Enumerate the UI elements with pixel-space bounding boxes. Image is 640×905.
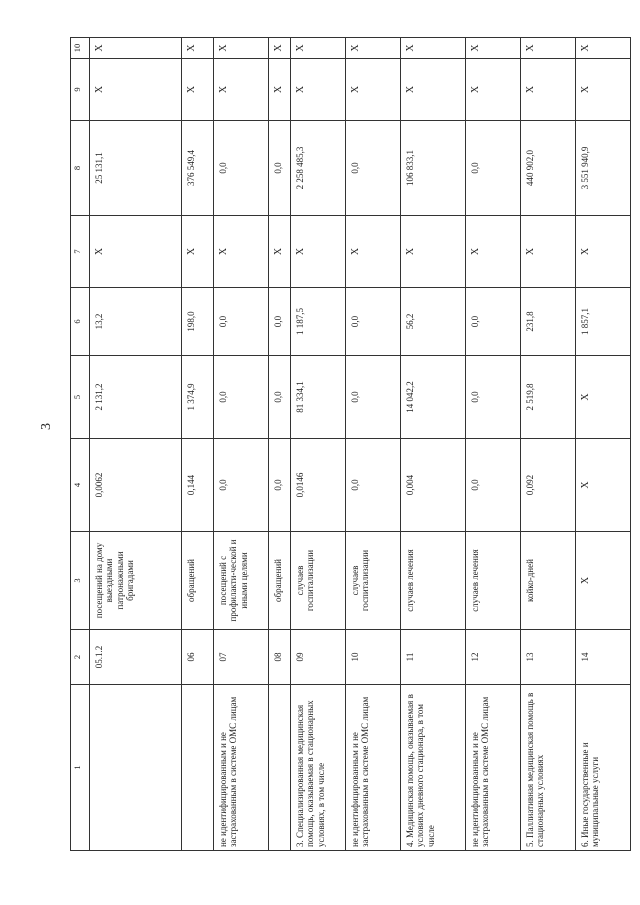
column-number: 10 xyxy=(71,38,90,59)
cost-per-unit-cell: X xyxy=(576,356,631,439)
total-oms-cell: X xyxy=(291,59,346,121)
per-capita-oms-cell: X xyxy=(182,216,214,288)
cost-per-unit-cell: 0,0 xyxy=(214,356,269,439)
per-capita-cell: 0,0 xyxy=(269,288,291,356)
total-oms-cell: X xyxy=(269,59,291,121)
row-code-cell: 10 xyxy=(346,630,401,685)
row-label-cell xyxy=(269,685,291,851)
per-capita-oms-cell: X xyxy=(521,216,576,288)
column-number: 6 xyxy=(71,288,90,356)
table-row xyxy=(401,38,466,851)
row-label-cell: 4. Медицинская помощь, оказываемая в условиях дневного стационара, в том числе xyxy=(401,685,466,851)
column-number: 7 xyxy=(71,216,90,288)
cost-per-unit-cell: 0,0 xyxy=(346,356,401,439)
row-code-cell: 08 xyxy=(269,630,291,685)
unit-cell: койко-дней xyxy=(521,532,576,630)
row-code-cell: 13 xyxy=(521,630,576,685)
total-cell: 25 131,1 xyxy=(90,121,182,216)
total-cell: 0,0 xyxy=(269,121,291,216)
total-cell: 3 551 940,9 xyxy=(576,121,631,216)
column-number: 3 xyxy=(71,532,90,630)
table-row xyxy=(90,38,182,851)
total-cell: 440 902,0 xyxy=(521,121,576,216)
unit-cell: случаев госпитализации xyxy=(346,532,401,630)
total-cell: 376 549,4 xyxy=(182,121,214,216)
norm-cell: 0,004 xyxy=(401,439,466,532)
row-code-cell: 09 xyxy=(291,630,346,685)
total-cell: 0,0 xyxy=(466,121,521,216)
unit-cell: случаев лечения xyxy=(466,532,521,630)
share-cell: X xyxy=(269,38,291,59)
unit-cell: случаев лечения xyxy=(401,532,466,630)
share-cell: X xyxy=(291,38,346,59)
share-cell: X xyxy=(214,38,269,59)
column-number: 9 xyxy=(71,59,90,121)
row-code-cell: 12 xyxy=(466,630,521,685)
per-capita-oms-cell: X xyxy=(90,216,182,288)
per-capita-oms-cell: X xyxy=(291,216,346,288)
norm-cell: 0,092 xyxy=(521,439,576,532)
total-oms-cell: X xyxy=(401,59,466,121)
total-oms-cell: X xyxy=(214,59,269,121)
row-label-cell: не идентифицированным и не застрахованным в системе ОМС лицам xyxy=(466,685,521,851)
share-cell: X xyxy=(182,38,214,59)
row-label-cell: не идентифицированным и не застрахованным в системе ОМС лицам xyxy=(346,685,401,851)
total-oms-cell: X xyxy=(182,59,214,121)
total-oms-cell: X xyxy=(346,59,401,121)
norm-cell: 0,0062 xyxy=(90,439,182,532)
per-capita-cell: 1 187,5 xyxy=(291,288,346,356)
unit-cell: обращений xyxy=(269,532,291,630)
share-cell: X xyxy=(521,38,576,59)
norm-cell: 0,0 xyxy=(346,439,401,532)
total-oms-cell: X xyxy=(466,59,521,121)
column-number: 4 xyxy=(71,439,90,532)
total-cell: 0,0 xyxy=(346,121,401,216)
cost-per-unit-cell: 81 334,1 xyxy=(291,356,346,439)
total-oms-cell: X xyxy=(90,59,182,121)
share-cell: X xyxy=(90,38,182,59)
table-row xyxy=(291,38,346,851)
column-number-row xyxy=(71,38,90,851)
unit-cell: посещений с профилакти-ческой и иными целями xyxy=(214,532,269,630)
share-cell: X xyxy=(346,38,401,59)
table-row xyxy=(576,38,631,851)
share-cell: X xyxy=(401,38,466,59)
row-label-cell: не идентифицированным и не застрахованным в системе ОМС лицам xyxy=(214,685,269,851)
unit-cell: посещений на дому выездными патронажными бригадами xyxy=(90,532,182,630)
per-capita-cell: 0,0 xyxy=(214,288,269,356)
table-row xyxy=(346,38,401,851)
cost-per-unit-cell: 0,0 xyxy=(466,356,521,439)
row-code-cell: 14 xyxy=(576,630,631,685)
cost-per-unit-cell: 2 131,2 xyxy=(90,356,182,439)
table-row xyxy=(521,38,576,851)
cost-per-unit-cell: 2 519,8 xyxy=(521,356,576,439)
row-label-cell xyxy=(90,685,182,851)
page-number: 3 xyxy=(39,423,54,430)
table-row xyxy=(182,38,214,851)
norm-cell: 0,0 xyxy=(214,439,269,532)
per-capita-oms-cell: X xyxy=(401,216,466,288)
norm-cell: 0,0146 xyxy=(291,439,346,532)
column-number: 1 xyxy=(71,685,90,851)
per-capita-cell: 56,2 xyxy=(401,288,466,356)
row-code-cell: 05.1.2 xyxy=(90,630,182,685)
per-capita-oms-cell: X xyxy=(346,216,401,288)
per-capita-cell: 198,0 xyxy=(182,288,214,356)
column-number: 2 xyxy=(71,630,90,685)
column-number: 8 xyxy=(71,121,90,216)
per-capita-oms-cell: X xyxy=(466,216,521,288)
share-cell: X xyxy=(466,38,521,59)
per-capita-cell: 231,8 xyxy=(521,288,576,356)
total-cell: 0,0 xyxy=(214,121,269,216)
total-oms-cell: X xyxy=(576,59,631,121)
per-capita-oms-cell: X xyxy=(269,216,291,288)
share-cell: X xyxy=(576,38,631,59)
data-table xyxy=(70,37,631,851)
per-capita-oms-cell: X xyxy=(214,216,269,288)
total-cell: 106 833,1 xyxy=(401,121,466,216)
row-code-cell: 06 xyxy=(182,630,214,685)
total-oms-cell: X xyxy=(521,59,576,121)
row-label-cell xyxy=(182,685,214,851)
unit-cell: обращений xyxy=(182,532,214,630)
table-row xyxy=(466,38,521,851)
total-cell: 2 258 485,3 xyxy=(291,121,346,216)
norm-cell: 0,0 xyxy=(269,439,291,532)
table-row xyxy=(214,38,269,851)
per-capita-cell: 0,0 xyxy=(346,288,401,356)
cost-per-unit-cell: 14 042,2 xyxy=(401,356,466,439)
rotated-table-container xyxy=(70,38,623,851)
column-number: 5 xyxy=(71,356,90,439)
per-capita-cell: 1 857,1 xyxy=(576,288,631,356)
unit-cell: X xyxy=(576,532,631,630)
row-code-cell: 11 xyxy=(401,630,466,685)
row-label-cell: 6. Иные государственные и муниципальные услуги xyxy=(576,685,631,851)
cost-per-unit-cell: 1 374,9 xyxy=(182,356,214,439)
per-capita-oms-cell: X xyxy=(576,216,631,288)
per-capita-cell: 0,0 xyxy=(466,288,521,356)
row-label-cell: 5. Паллиативная медицинская помощь в стационарных условиях xyxy=(521,685,576,851)
unit-cell: случаев госпитализации xyxy=(291,532,346,630)
norm-cell: 0,144 xyxy=(182,439,214,532)
table-body xyxy=(71,38,631,851)
norm-cell: 0,0 xyxy=(466,439,521,532)
cost-per-unit-cell: 0,0 xyxy=(269,356,291,439)
row-code-cell: 07 xyxy=(214,630,269,685)
per-capita-cell: 13,2 xyxy=(90,288,182,356)
norm-cell: X xyxy=(576,439,631,532)
row-label-cell: 3. Специализированная медицинская помощь, оказываемая в стационарных условиях, в том числе xyxy=(291,685,346,851)
table-row xyxy=(269,38,291,851)
